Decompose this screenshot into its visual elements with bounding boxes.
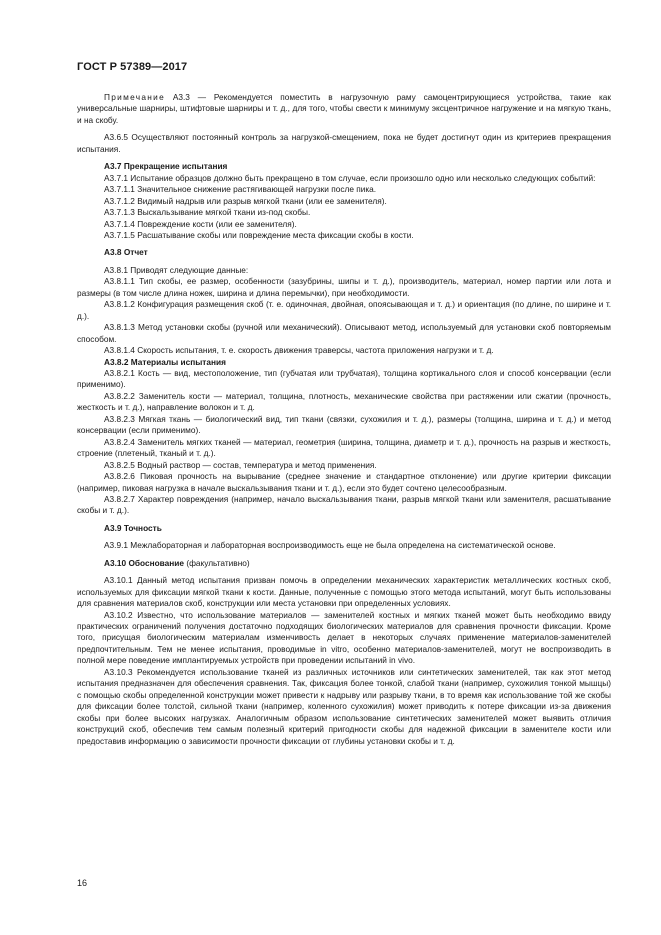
paragraph-text: А3.7.1 Испытание образцов должно быть прекращено в том случае, если произошло одно или несколько следующих событий: — [104, 172, 596, 183]
body-paragraph — [77, 322, 611, 345]
section-heading-text: А3.10 Обоснование — [104, 557, 185, 568]
document-body — [77, 92, 611, 747]
body-paragraph — [77, 230, 611, 241]
paragraph-text: А3.10.1 Данный метод испытания призван помочь в определении механических характеристик металлических костных скоб, используемых для фиксации мягкой ткани к кости. Данные, полученные с помощью этого метода испытаний, могут быть использованы для сравнения материалов скоб, конструкции или места установки при определенных условиях. — [77, 575, 611, 609]
body-paragraph — [77, 219, 611, 230]
section-heading-text: А3.8 Отчет — [104, 247, 148, 258]
heading-suffix: (факультативно) — [184, 557, 250, 568]
body-paragraph — [77, 471, 611, 494]
paragraph-text: А3.10.3 Рекомендуется использование тканей из различных источников или синтетических заменителей, так как этот метод испытания предназначен для обеспечения сравнения. Так, фиксация более тонкой, слабой ткани (например, сухожилия тонкой мышцы) с помощью скобы определенной конструкции может привести к надрыву или разрыву ткани, в то время как использование той же скобы для фиксации более толстой, сильной ткани (например, коленного сухожилия) может приводить к потере фиксации из-за движения скобы при более высоких нагрузках. Аналогичным образом использование синтетических заменителей может выявить отличия конструкций скоб, обеспечив тем самым полезный критерий пригодности скобы для надежной фиксации в заменителе кости или предоставив информацию о зависимости прочности фиксации от глубины установки скобы и т. д. — [77, 666, 611, 746]
body-paragraph — [77, 265, 611, 276]
section-heading — [77, 523, 611, 534]
body-paragraph — [77, 610, 611, 667]
paragraph-text: А3.8.2.1 Кость — вид, местоположение, тип (губчатая или трубчатая), толщина кортикального слоя и способ консервации (если применимо). — [77, 367, 611, 390]
section-heading-text: А3.9 Точность — [104, 522, 162, 533]
body-paragraph — [77, 437, 611, 460]
paragraph-text: А3.8.2.3 Мягкая ткань — биологический вид, тип ткани (связки, сухожилия и т. д.), размеры (толщина, ширина и т. д.) и метод консервации (если применимо). — [77, 413, 611, 436]
paragraph-text: А3.8.1.4 Скорость испытания, т. е. скорость движения траверсы, частота приложения нагрузки и т. д. — [104, 345, 494, 356]
section-heading-text: А3.8.2 Материалы испытания — [104, 356, 226, 367]
paragraph-text: А3.7.1.2 Видимый надрыв или разрыв мягкой ткани (или ее заменителя). — [104, 195, 387, 206]
paragraph-text: А3.9.1 Межлабораторная и лабораторная воспроизводимость еще не была определена на систематической основе. — [104, 540, 556, 551]
section-heading — [77, 357, 611, 368]
section-heading-text: А3.7 Прекращение испытания — [104, 161, 228, 172]
body-paragraph — [77, 276, 611, 299]
paragraph-text: А3.8.1.3 Метод установки скобы (ручной или механический). Описывают метод, используемый для установки скоб повторяемым способом. — [77, 322, 611, 344]
paragraph-text: А3.7.1.5 Расшатывание скобы или повреждение места фиксации скобы в кости. — [104, 229, 414, 240]
section-heading — [77, 558, 611, 569]
body-paragraph — [77, 132, 611, 155]
body-paragraph — [77, 196, 611, 207]
paragraph-text: А3.8.2.4 Заменитель мягких тканей — материал, геометрия (ширина, толщина, диаметр и т. д.), прочность на разрыв и жесткость, строение (плетеный, тканый и т. д.). — [77, 436, 611, 459]
body-paragraph — [77, 575, 611, 609]
paragraph-text: А3.8.1.1 Тип скобы, ее размер, особенности (зазубрины, шипы и т. д.), производитель, материал, номер партии или лота и размеры (в том числе длина ножек, ширина и длина перемычки), при необходимости. — [77, 276, 611, 298]
body-paragraph — [77, 391, 611, 414]
note-label: Примечание — [104, 92, 166, 102]
body-paragraph — [77, 173, 611, 184]
body-paragraph — [77, 299, 611, 322]
paragraph-text: А3.8.1.2 Конфигурация размещения скоб (т. е. одиночная, двойная, опоясывающая и т. д.) и ориентация (по длине, по ширине и т. д.). — [77, 299, 611, 321]
paragraph-text: А3.7.1.4 Повреждение кости (или ее заменителя). — [104, 218, 297, 229]
paragraph-text: А3.10.2 Известно, что использование материалов — заменителей костных и мягких тканей может быть необходимо ввиду практических ограничений получения достаточно подходящих биологических материалов для сравнения прочности фиксации. Кроме того, присущая биологическим материалам изменчивость делает в некоторых случаях применение материалов-заменителей предпочтительным. Тем не менее испытания, проводимые in vitro, особенно материалов-заменителей, могут не воспроизводить в полной мере поведение имплантируемых устройств при проведении испытаний in vivo. — [77, 609, 611, 666]
body-paragraph — [77, 207, 611, 218]
paragraph-text: А3.8.1 Приводят следующие данные: — [104, 264, 249, 275]
paragraph-text: А3.8.2.6 Пиковая прочность на вырывание (среднее значение и стандартное отклонение) или другие критерии фиксации (например, пиковая нагрузка в начале выскальзывания ткани и т. д.), если это будет сочтено целесообразным. — [77, 471, 611, 493]
document-header-title: ГОСТ Р 57389—2017 — [77, 61, 188, 73]
section-heading — [77, 161, 611, 172]
body-paragraph — [77, 494, 611, 517]
paragraph-text: А3.6.5 Осуществляют постоянный контроль за нагрузкой-смещением, пока не будет достигнут один из критериев прекращения испытания. — [77, 132, 611, 154]
note-paragraph — [77, 92, 611, 126]
section-heading — [77, 247, 611, 258]
paragraph-text: А3.7.1.1 Значительное снижение растягивающей нагрузки после пика. — [104, 184, 377, 195]
body-paragraph — [77, 368, 611, 391]
body-paragraph — [77, 540, 611, 551]
paragraph-text: А3.8.2.7 Характер повреждения (например, начало выскальзывания ткани, разрыв мягкой ткани или заменителя, расшатывание скобы и т. д.). — [77, 493, 611, 516]
body-paragraph — [77, 345, 611, 356]
body-paragraph — [77, 184, 611, 195]
body-paragraph — [77, 667, 611, 747]
body-paragraph — [77, 460, 611, 471]
paragraph-text: А3.7.1.3 Выскальзывание мягкой ткани из-под скобы. — [104, 207, 311, 218]
paragraph-text: А3.8.2.5 Водный раствор — состав, температура и метод применения. — [104, 459, 377, 470]
body-paragraph — [77, 414, 611, 437]
page-number: 16 — [77, 878, 88, 888]
paragraph-text: А3.8.2.2 Заменитель кости — материал, толщина, плотность, механические свойства при растяжении или сжатии (прочность, жесткость и т. д.), направление волокон и т. д. — [77, 390, 611, 413]
note-text: А3.3 — Рекомендуется поместить в нагрузочную раму самоцентрирующиеся устройства, такие как универсальные шарниры, штифтовые шарниры и т. д., для того, чтобы свести к минимуму эксцентричное нагружение и на мягкую ткань, и на скобу. — [77, 92, 611, 125]
